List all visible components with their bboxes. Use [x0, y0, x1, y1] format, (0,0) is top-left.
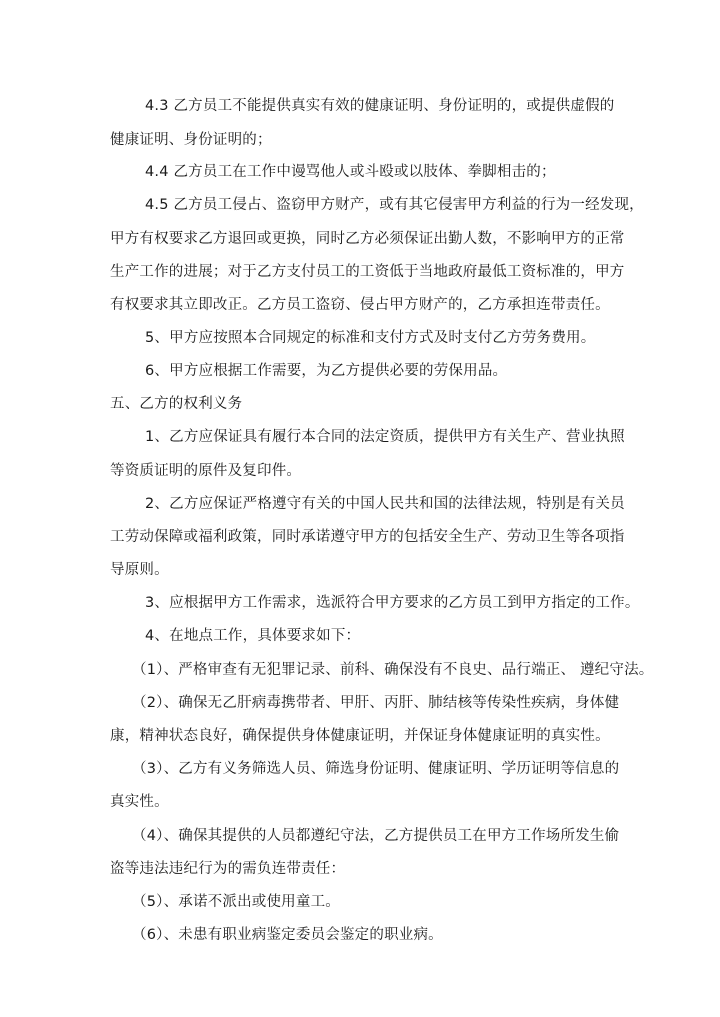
text-line: （5）、承诺不派出或使用童工。 [132, 894, 340, 910]
text-line: 生产工作的进展；对于乙方支付员工的工资低于当地政府最低工资标准的，甲方 [110, 264, 625, 280]
text-line: 3、应根据甲方工作需求，选派符合甲方要求的乙方员工到甲方指定的工作。 [145, 595, 640, 611]
text-line: 甲方有权要求乙方退回或更换，同时乙方必须保证出勤人数，不影响甲方的正常 [110, 231, 625, 247]
text-line: 2、乙方应保证严格遵守有关的中国人民共和国的法律法规，特别是有关员 [145, 496, 625, 512]
text-line: 4、在地点工作，具体要求如下： [145, 628, 361, 644]
text-line: （3）、乙方有义务筛选人员、筛选身份证明、健康证明、学历证明等信息的 [132, 761, 620, 777]
text-line: （6）、未患有职业病鉴定委员会鉴定的职业病。 [132, 927, 443, 943]
text-line: 健康证明、身份证明的； [110, 132, 272, 148]
text-line: （4）、确保其提供的人员都遵纪守法，乙方提供员工在甲方工作场所发生偷 [132, 828, 620, 844]
text-line: 真实性。 [110, 794, 169, 810]
text-line: 1、乙方应保证具有履行本合同的法定资质，提供甲方有关生产、营业执照 [145, 429, 625, 445]
text-line: （1）、严格审查有无犯罪记录、前科、确保没有不良史、品行端正、 遵纪守法。 [132, 662, 654, 678]
text-line: 5、甲方应按照本合同规定的标准和支付方式及时支付乙方劳务费用。 [145, 330, 596, 346]
text-line: 4.5 乙方员工侵占、盗窃甲方财产，或有其它侵害甲方利益的行为一经发现， [145, 197, 644, 213]
text-line: 6、甲方应根据工作需要，为乙方提供必要的劳保用品。 [145, 363, 508, 379]
text-line: 有权要求其立即改正。乙方员工盗窃、侵占甲方财产的，乙方承担连带责任。 [110, 297, 610, 313]
text-line: 康，精神状态良好，确保提供身体健康证明，并保证身体健康证明的真实性。 [110, 728, 610, 744]
text-line: 导原则。 [110, 562, 169, 578]
text-line: 工劳动保障或福利政策，同时承诺遵守甲方的包括安全生产、劳动卫生等各项指 [110, 529, 625, 545]
section-heading: 五、乙方的权利义务 [110, 396, 243, 412]
text-line: （2）、确保无乙肝病毒携带者、甲肝、丙肝、肺结核等传染性疾病，身体健 [132, 695, 620, 711]
text-line: 盗等违法违纪行为的需负连带责任： [110, 861, 346, 877]
text-line: 等资质证明的原件及复印件。 [110, 463, 302, 479]
text-line: 4.4 乙方员工在工作中谩骂他人或斗殴或以肢体、拳脚相击的； [145, 164, 556, 180]
text-line: 4.3 乙方员工不能提供真实有效的健康证明、身份证明的，或提供虚假的 [145, 98, 615, 114]
